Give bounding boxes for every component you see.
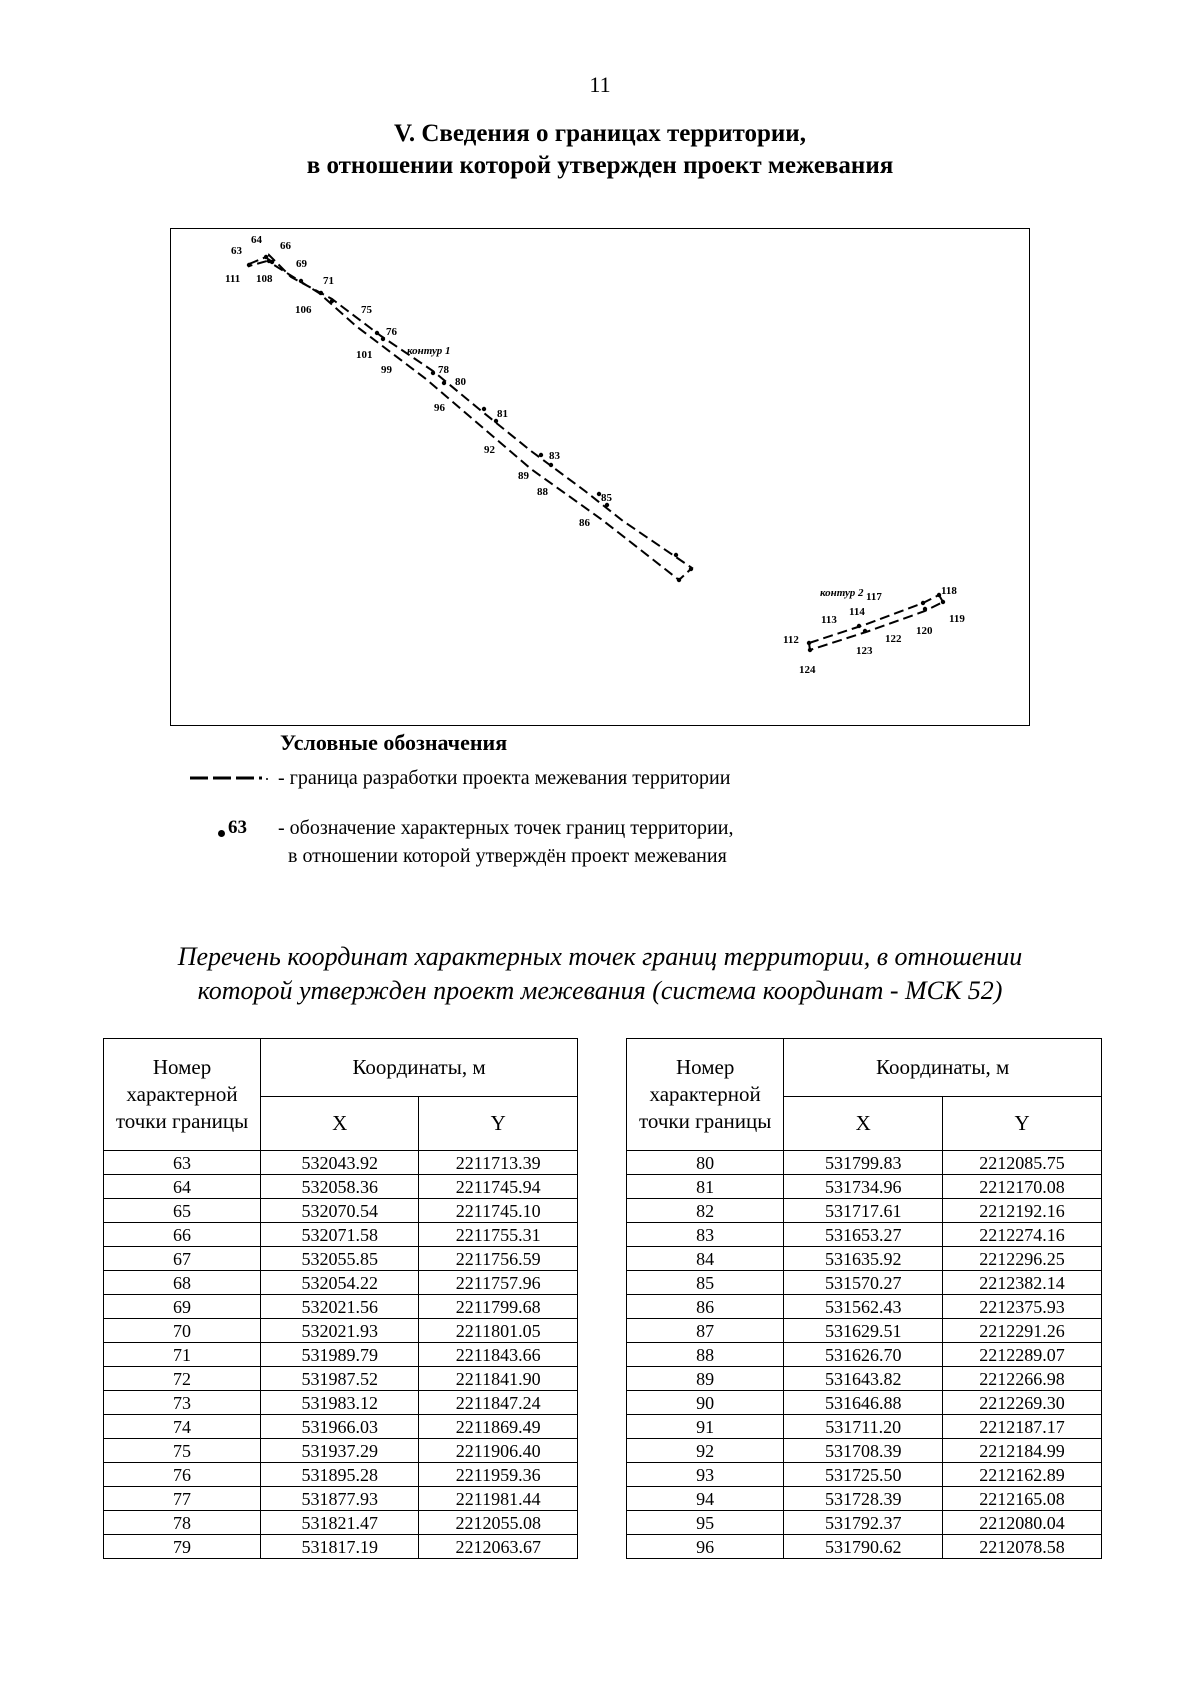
- table-row: [104, 1199, 578, 1223]
- cell-y: 2212291.26: [943, 1319, 1102, 1343]
- cell-x: 531646.88: [784, 1391, 943, 1415]
- cell-x: 531711.20: [784, 1415, 943, 1439]
- map-label-120: 120: [916, 625, 933, 637]
- cell-y: 2211799.68: [419, 1295, 578, 1319]
- cell-point-number: 89: [627, 1367, 784, 1391]
- cell-y: 2212184.99: [943, 1439, 1102, 1463]
- contour-1-label: контур 1: [407, 345, 451, 357]
- cell-point-number: 82: [627, 1199, 784, 1223]
- cell-point-number: 72: [104, 1367, 261, 1391]
- map-label-122: 122: [885, 633, 902, 645]
- table-row: [627, 1439, 1102, 1463]
- cell-point-number: 63: [104, 1151, 261, 1175]
- map-label-88: 88: [537, 486, 548, 498]
- map-label-83: 83: [549, 450, 560, 462]
- cell-x: 531626.70: [784, 1343, 943, 1367]
- cell-y: 2212078.58: [943, 1535, 1102, 1559]
- table-row: [104, 1151, 578, 1175]
- cell-y: 2211801.05: [419, 1319, 578, 1343]
- table-row: [627, 1199, 1102, 1223]
- cell-x: 531877.93: [261, 1487, 419, 1511]
- table-row: [627, 1343, 1102, 1367]
- cell-x: 531570.27: [784, 1271, 943, 1295]
- cell-point-number: 96: [627, 1535, 784, 1559]
- map-label-117: 117: [866, 591, 882, 603]
- header-x: X: [261, 1097, 419, 1151]
- cell-y: 2212170.08: [943, 1175, 1102, 1199]
- cell-point-number: 86: [627, 1295, 784, 1319]
- table-row: [627, 1367, 1102, 1391]
- cell-point-number: 67: [104, 1247, 261, 1271]
- legend-title: Условные обозначения: [280, 730, 508, 755]
- table-row: [627, 1151, 1102, 1175]
- cell-y: 2211745.10: [419, 1199, 578, 1223]
- cell-x: 531728.39: [784, 1487, 943, 1511]
- cell-y: 2212382.14: [943, 1271, 1102, 1295]
- boundary-map-drawing: [171, 229, 1029, 725]
- table-row: [627, 1391, 1102, 1415]
- map-label-123: 123: [856, 645, 873, 657]
- cell-point-number: 74: [104, 1415, 261, 1439]
- header-point-number: Номер характерной точки границы: [104, 1039, 261, 1151]
- cell-y: 2211906.40: [419, 1439, 578, 1463]
- cell-point-number: 73: [104, 1391, 261, 1415]
- cell-x: 531799.83: [784, 1151, 943, 1175]
- cell-y: 2211869.49: [419, 1415, 578, 1439]
- table-row: [104, 1415, 578, 1439]
- cell-point-number: 79: [104, 1535, 261, 1559]
- table-row: [627, 1247, 1102, 1271]
- table-row: [627, 1463, 1102, 1487]
- cell-point-number: 81: [627, 1175, 784, 1199]
- cell-point-number: 70: [104, 1319, 261, 1343]
- table-row: [627, 1535, 1102, 1559]
- table-row: [104, 1391, 578, 1415]
- cell-y: 2212269.30: [943, 1391, 1102, 1415]
- coordinates-table-right-body: [627, 1151, 1102, 1559]
- cell-point-number: 80: [627, 1151, 784, 1175]
- cell-x: 531792.37: [784, 1511, 943, 1535]
- cell-y: 2212192.16: [943, 1199, 1102, 1223]
- table-row: [627, 1271, 1102, 1295]
- coordinates-list-title-line-2: которой утвержден проект межевания (система координат - МСК 52): [197, 976, 1003, 1005]
- map-label-64: 64: [251, 234, 262, 246]
- cell-point-number: 90: [627, 1391, 784, 1415]
- header-coordinates: Координаты, м: [784, 1039, 1102, 1097]
- cell-x: 531653.27: [784, 1223, 943, 1247]
- cell-x: 531895.28: [261, 1463, 419, 1487]
- table-row: [104, 1487, 578, 1511]
- cell-x: 531966.03: [261, 1415, 419, 1439]
- cell-point-number: 83: [627, 1223, 784, 1247]
- cell-point-number: 94: [627, 1487, 784, 1511]
- cell-x: 531635.92: [784, 1247, 943, 1271]
- cell-point-number: 95: [627, 1511, 784, 1535]
- map-label-69: 69: [296, 258, 307, 270]
- cell-y: 2211755.31: [419, 1223, 578, 1247]
- map-label-86: 86: [579, 517, 590, 529]
- cell-y: 2211745.94: [419, 1175, 578, 1199]
- cell-x: 531562.43: [784, 1295, 943, 1319]
- cell-point-number: 87: [627, 1319, 784, 1343]
- table-row: [104, 1367, 578, 1391]
- table-row: [104, 1535, 578, 1559]
- table-row: [104, 1319, 578, 1343]
- coordinates-table-left: [103, 1038, 578, 1559]
- cell-x: 531937.29: [261, 1439, 419, 1463]
- cell-point-number: 78: [104, 1511, 261, 1535]
- map-label-76: 76: [386, 326, 397, 338]
- table-row: [104, 1463, 578, 1487]
- legend-point-text-line-2: в отношении которой утверждён проект межевания: [288, 845, 727, 867]
- cell-y: 2211847.24: [419, 1391, 578, 1415]
- map-label-101: 101: [356, 349, 373, 361]
- cell-y: 2211843.66: [419, 1343, 578, 1367]
- cell-y: 2211959.36: [419, 1463, 578, 1487]
- header-x: X: [784, 1097, 943, 1151]
- cell-point-number: 84: [627, 1247, 784, 1271]
- cell-point-number: 68: [104, 1271, 261, 1295]
- cell-y: 2211713.39: [419, 1151, 578, 1175]
- cell-y: 2211757.96: [419, 1271, 578, 1295]
- page-number: 11: [589, 72, 611, 97]
- table-row: [627, 1487, 1102, 1511]
- cell-x: 531643.82: [784, 1367, 943, 1391]
- coordinates-table-left-body: [104, 1151, 578, 1559]
- map-label-113: 113: [821, 614, 837, 626]
- cell-point-number: 88: [627, 1343, 784, 1367]
- map-label-99: 99: [381, 364, 392, 376]
- map-label-108: 108: [256, 273, 273, 285]
- cell-x: 532071.58: [261, 1223, 419, 1247]
- cell-x: 532058.36: [261, 1175, 419, 1199]
- section-title-line-2: в отношении которой утвержден проект межевания: [306, 152, 894, 179]
- table-row: [627, 1223, 1102, 1247]
- cell-y: 2212055.08: [419, 1511, 578, 1535]
- map-label-66: 66: [280, 240, 291, 252]
- cell-y: 2212266.98: [943, 1367, 1102, 1391]
- cell-x: 531821.47: [261, 1511, 419, 1535]
- contour-1-points: [247, 255, 693, 582]
- cell-point-number: 69: [104, 1295, 261, 1319]
- table-row: [627, 1175, 1102, 1199]
- cell-x: 532055.85: [261, 1247, 419, 1271]
- map-label-89: 89: [518, 470, 529, 482]
- cell-point-number: 91: [627, 1415, 784, 1439]
- cell-x: 531629.51: [784, 1319, 943, 1343]
- table-row: [627, 1511, 1102, 1535]
- cell-y: 2212375.93: [943, 1295, 1102, 1319]
- cell-x: 531725.50: [784, 1463, 943, 1487]
- map-label-119: 119: [949, 613, 965, 625]
- table-row: [104, 1439, 578, 1463]
- cell-y: 2212165.08: [943, 1487, 1102, 1511]
- coordinates-list-title: [0, 940, 1200, 1008]
- map-label-96: 96: [434, 402, 445, 414]
- section-title: [0, 118, 1200, 182]
- cell-x: 531989.79: [261, 1343, 419, 1367]
- contour-1-boundary: [249, 255, 692, 580]
- map-label-111: 111: [225, 273, 241, 285]
- cell-point-number: 76: [104, 1463, 261, 1487]
- legend-point-symbol-label: 63: [228, 817, 247, 838]
- table-row: [104, 1511, 578, 1535]
- map-label-114: 114: [849, 606, 865, 618]
- table-row: [627, 1415, 1102, 1439]
- cell-point-number: 92: [627, 1439, 784, 1463]
- header-point-number: Номер характерной точки границы: [627, 1039, 784, 1151]
- cell-x: 532021.56: [261, 1295, 419, 1319]
- cell-x: 531708.39: [784, 1439, 943, 1463]
- coordinates-list-title-line-1: Перечень координат характерных точек границ территории, в отношении: [177, 942, 1023, 971]
- cell-x: 531817.19: [261, 1535, 419, 1559]
- point-dot-icon: [218, 830, 225, 837]
- cell-x: 531790.62: [784, 1535, 943, 1559]
- cell-x: 531734.96: [784, 1175, 943, 1199]
- cell-y: 2212080.04: [943, 1511, 1102, 1535]
- table-row: [104, 1247, 578, 1271]
- table-row: [104, 1271, 578, 1295]
- table-row: [104, 1295, 578, 1319]
- table-row: [104, 1343, 578, 1367]
- cell-point-number: 66: [104, 1223, 261, 1247]
- cell-x: 531983.12: [261, 1391, 419, 1415]
- map-label-112: 112: [783, 634, 799, 646]
- map-label-124: 124: [799, 664, 816, 676]
- cell-x: 532043.92: [261, 1151, 419, 1175]
- legend-boundary-line-text: - граница разработки проекта межевания территории: [278, 767, 731, 789]
- cell-point-number: 71: [104, 1343, 261, 1367]
- section-title-line-1: V. Сведения о границах территории,: [394, 120, 806, 147]
- contour-2-label: контур 2: [820, 587, 864, 599]
- map-label-78: 78: [438, 364, 449, 376]
- map-label-80: 80: [455, 376, 466, 388]
- cell-y: 2212289.07: [943, 1343, 1102, 1367]
- cell-point-number: 93: [627, 1463, 784, 1487]
- header-y: Y: [943, 1097, 1102, 1151]
- legend-point-text-line-1: - обозначение характерных точек границ территории,: [278, 817, 734, 839]
- table-row: [627, 1319, 1102, 1343]
- cell-y: 2212187.17: [943, 1415, 1102, 1439]
- cell-y: 2212296.25: [943, 1247, 1102, 1271]
- cell-point-number: 77: [104, 1487, 261, 1511]
- cell-y: 2211756.59: [419, 1247, 578, 1271]
- map-label-85: 85: [601, 492, 612, 504]
- cell-x: 532021.93: [261, 1319, 419, 1343]
- map-label-75: 75: [361, 304, 372, 316]
- cell-y: 2211841.90: [419, 1367, 578, 1391]
- dashed-line-symbol: [190, 764, 270, 792]
- cell-x: 531987.52: [261, 1367, 419, 1391]
- cell-y: 2212063.67: [419, 1535, 578, 1559]
- map-label-118: 118: [941, 585, 957, 597]
- cell-y: 2212274.16: [943, 1223, 1102, 1247]
- header-y: Y: [419, 1097, 578, 1151]
- boundary-map: [170, 228, 1030, 726]
- cell-x: 532070.54: [261, 1199, 419, 1223]
- coordinates-table-right: [626, 1038, 1102, 1559]
- map-label-106: 106: [295, 304, 312, 316]
- cell-x: 531717.61: [784, 1199, 943, 1223]
- cell-point-number: 85: [627, 1271, 784, 1295]
- table-row: [627, 1295, 1102, 1319]
- cell-y: 2212085.75: [943, 1151, 1102, 1175]
- cell-point-number: 64: [104, 1175, 261, 1199]
- map-point-labels: [225, 234, 965, 676]
- map-label-81: 81: [497, 408, 508, 420]
- cell-y: 2212162.89: [943, 1463, 1102, 1487]
- map-label-92: 92: [484, 444, 495, 456]
- cell-point-number: 65: [104, 1199, 261, 1223]
- table-row: [104, 1175, 578, 1199]
- cell-point-number: 75: [104, 1439, 261, 1463]
- cell-x: 532054.22: [261, 1271, 419, 1295]
- map-label-63: 63: [231, 245, 242, 257]
- cell-y: 2211981.44: [419, 1487, 578, 1511]
- map-label-71: 71: [323, 275, 334, 287]
- table-row: [104, 1223, 578, 1247]
- header-coordinates: Координаты, м: [261, 1039, 578, 1097]
